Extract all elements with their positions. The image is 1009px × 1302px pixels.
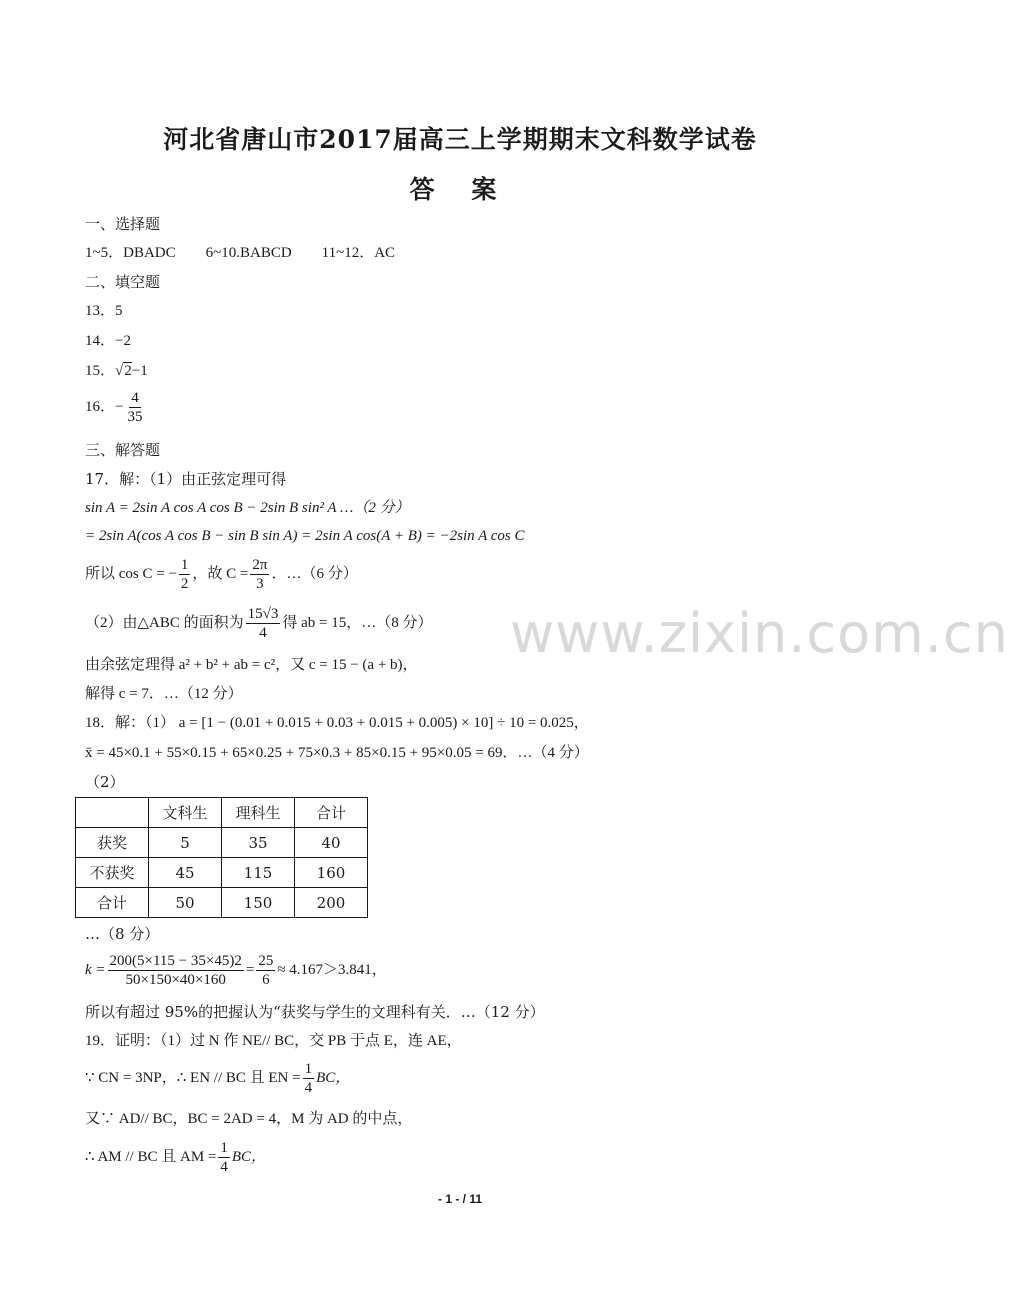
q17c-frac2-den: 3: [256, 576, 264, 592]
q18-line-b: x̄ = 45×0.1 + 55×0.15 + 65×0.25 + 75×0.3 + 85×0.15 + 95×0.05 = 69．…（4 分）: [85, 745, 589, 761]
table-cell: 45: [149, 858, 222, 888]
q17c-mid: ，故 C =: [192, 565, 249, 582]
answer-15-prefix: 15．: [85, 363, 116, 379]
q18e-frac2: [256, 952, 275, 989]
q19d-suffix: BC，: [231, 1148, 267, 1165]
watermark: www.zixin.com.cn: [510, 602, 1009, 665]
contingency-table: [75, 797, 368, 918]
answer-15: 15．√2−1: [85, 363, 148, 379]
q18-line-d: …（8 分）: [85, 925, 160, 943]
q19d-prefix: ∴ AM // BC 且 AM =: [85, 1148, 217, 1165]
q17-line-f: 解得 c = 7．…（12 分）: [85, 686, 243, 702]
section-heading-fill: 二、填空题: [85, 273, 161, 291]
table-cell: 50: [149, 888, 222, 918]
table-row: [76, 888, 368, 918]
q17c-frac2: [250, 556, 269, 593]
table-row: [76, 858, 368, 888]
q19b-prefix: ∵ CN = 3NP，∴ EN // BC 且 EN =: [85, 1069, 301, 1086]
section-heading-solve: 三、解答题: [85, 441, 161, 459]
q18e-suffix: ≈ 4.167＞3.841，: [277, 961, 387, 978]
q19d-fraction: [218, 1139, 230, 1176]
q18-line-e: [85, 952, 387, 989]
page-number: - 1 - / 11: [437, 1192, 483, 1206]
answer-16-prefix: 16．−: [85, 398, 124, 415]
table-cell: 5: [149, 828, 222, 858]
q17c-prefix: 所以 cos C = −: [85, 565, 177, 582]
q18-line-c: （2）: [85, 773, 125, 791]
q17d-fraction: [246, 605, 281, 642]
q18e-frac1: [108, 952, 244, 989]
q18e-equals: =: [245, 961, 255, 978]
q18e-prefix: k =: [85, 961, 106, 978]
q17d-suffix: 得 ab = 15，…（8 分）: [282, 614, 433, 631]
answer-15-suffix: −1: [131, 363, 148, 379]
table-cell: 115: [222, 858, 295, 888]
table-header-cell: 合计: [295, 798, 368, 828]
table-cell: 合计: [76, 888, 149, 918]
table-cell: 35: [222, 828, 295, 858]
q17d-prefix: （2）由△ABC 的面积为: [85, 614, 244, 631]
q19b-suffix: BC，: [316, 1069, 351, 1086]
q17d-den: 4: [259, 625, 267, 641]
answer-16-numerator: 4: [131, 390, 139, 406]
section-heading-choice: 一、选择题: [85, 215, 161, 233]
q17-line-a: sin A = 2sin A cos A cos B − 2sin B sin² A …（2 分）: [85, 500, 410, 516]
q17-line-d: [85, 605, 433, 642]
table-cell: 150: [222, 888, 295, 918]
q18-line-f: 所以有超过 95%的把握认为“获奖与学生的文理科有关．…（12 分）: [85, 1003, 545, 1021]
answer-choice: 1~5．DBADC 6~10.BABCD 11~12．AC: [85, 245, 396, 261]
answer-16-denominator: 35: [127, 409, 143, 425]
table-cell: 获奖: [76, 828, 149, 858]
answer-16: [85, 389, 146, 426]
q17-line-b: = 2sin A(cos A cos B − sin B sin A) = 2sin A cos(A + B) = −2sin A cos C: [85, 528, 525, 544]
table-header-cell: 理科生: [222, 798, 295, 828]
q19-line-d: [85, 1139, 266, 1176]
q17c-frac1-num: 1: [180, 557, 189, 573]
q18-line-a: 18．解：（1） a = [1 − (0.01 + 0.015 + 0.03 + 0.015 + 0.005) × 10] ÷ 10 = 0.025，: [85, 715, 589, 731]
answer-16-fraction: [125, 389, 144, 426]
page-title: 河北省唐山市2017届高三上学期期末文科数学试卷: [163, 125, 757, 154]
table-header-row: [76, 798, 368, 828]
table-row: [76, 828, 368, 858]
q17c-frac1-den: 2: [180, 576, 189, 592]
q17d-num: 15√3: [247, 606, 279, 622]
q17-intro: 17．解：（1）由正弦定理可得: [85, 470, 287, 488]
q19b-den: 4: [304, 1080, 313, 1096]
q18e-frac1-den: 50×150×40×160: [125, 972, 226, 988]
answer-15-radicand: 2: [124, 363, 132, 379]
q17c-frac1: [179, 556, 191, 593]
table-header-cell: [76, 798, 149, 828]
q18e-frac2-num: 25: [258, 953, 274, 969]
table-cell: 40: [295, 828, 368, 858]
q18e-frac2-den: 6: [262, 972, 270, 988]
q17-line-e: 由余弦定理得 a² + b² + ab = c²，又 c = 15 − (a + b)，: [85, 657, 418, 673]
q18e-frac1-num: 200(5×115 − 35×45)2: [109, 953, 242, 969]
answer-13: 13．5: [85, 303, 123, 319]
q19-line-a: 19．证明：（1）过 N 作 NE// BC，交 PB 于点 E，连 AE，: [85, 1033, 462, 1049]
q19d-den: 4: [220, 1159, 228, 1175]
q17-line-c: [85, 556, 358, 593]
table-cell: 200: [295, 888, 368, 918]
q19-line-b: [85, 1060, 350, 1097]
table-cell: 不获奖: [76, 858, 149, 888]
q19b-fraction: [303, 1060, 315, 1097]
q19b-num: 1: [304, 1061, 313, 1077]
q17c-frac2-num: 2π: [252, 557, 268, 573]
page-subtitle: 答 案: [409, 175, 511, 204]
table-cell: 160: [295, 858, 368, 888]
q19-line-c: 又∵ AD// BC，BC = 2AD = 4，M 为 AD 的中点，: [85, 1111, 413, 1127]
table-header-cell: 文科生: [149, 798, 222, 828]
q17c-suffix: ．…（6 分）: [271, 565, 358, 582]
answer-14: 14．−2: [85, 333, 131, 349]
q19d-num: 1: [220, 1140, 228, 1156]
